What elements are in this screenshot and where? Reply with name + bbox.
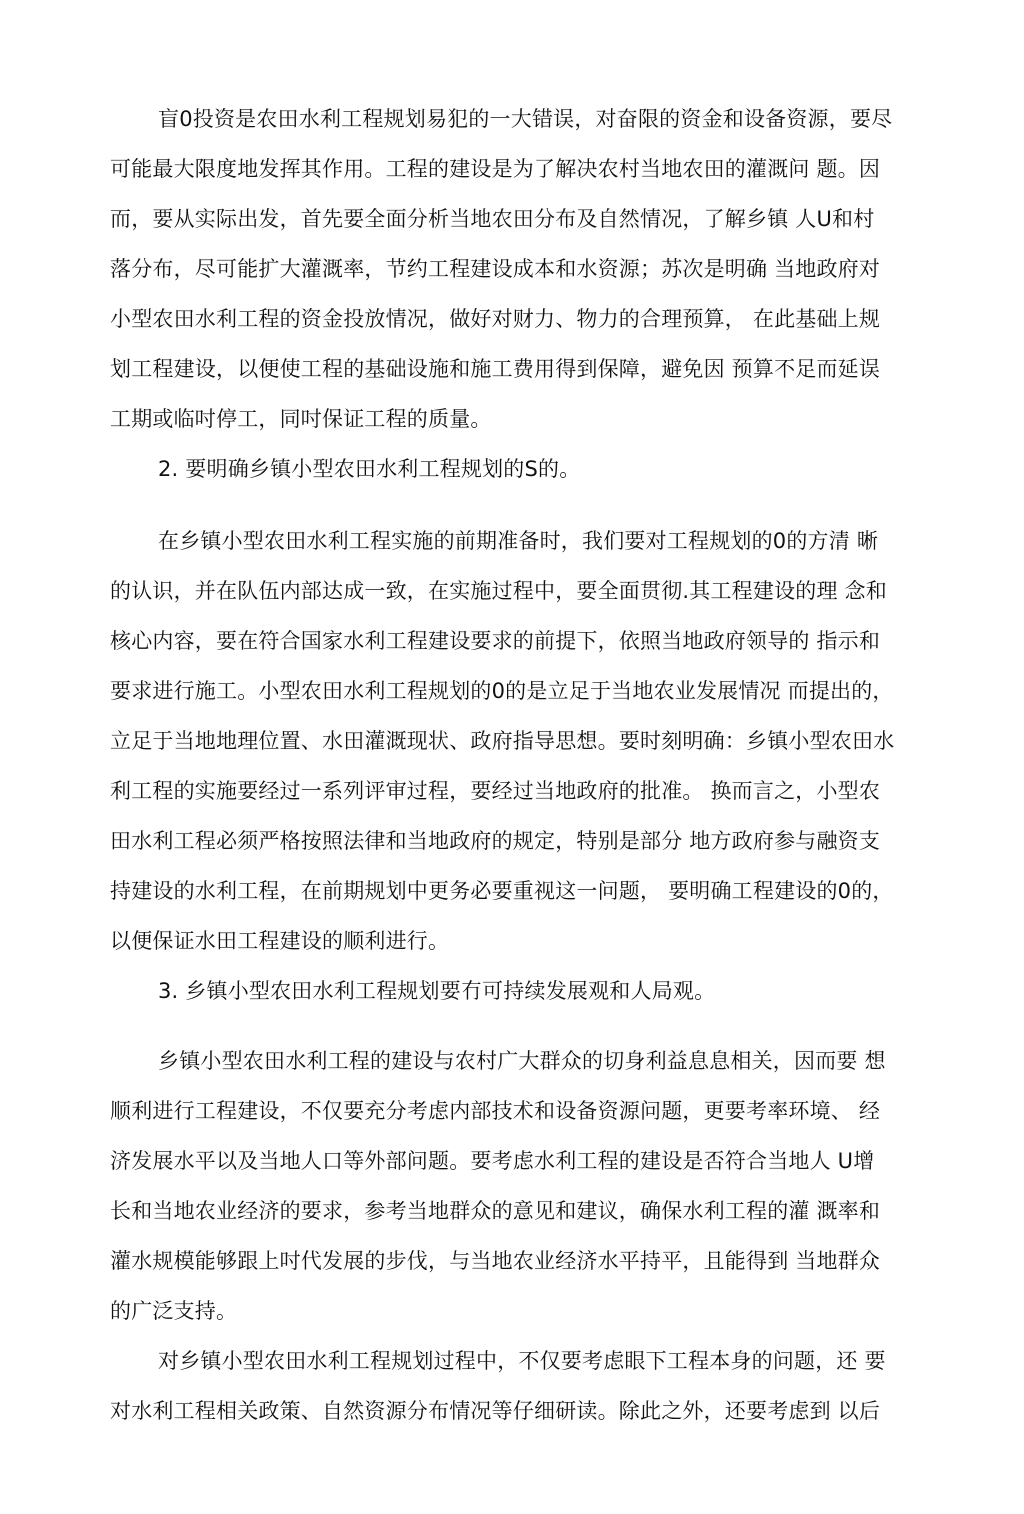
- text-line: [0, 1036, 1024, 1086]
- text-line-content: 顺利进行工程建设，不仅要充分考虑内部技术和设备资源问题，更要考率环境、 经: [110, 1099, 881, 1123]
- text-line-content: 以便保证水田工程建设的顺利进行。: [110, 929, 450, 953]
- text-line-content: 落分布，尽可能扩大灌溉率，节约工程建设成本和水资源；苏次是明确 当地政府对: [110, 257, 881, 281]
- text-line-content: 在乡镇小型农田水利工程实施的前期准备时，我们要对工程规划的0的方清 晰: [158, 529, 879, 553]
- text-line-content: 可能最大限度地发挥其作用。工程的建设是为了解决农村当地农田的灌溉问 题。因: [110, 157, 881, 181]
- text-line: [0, 716, 1024, 766]
- text-line-content: 要求进行施工。小型农田水利工程规划的0的是立足于当地农业发展情况 而提出的，: [110, 679, 894, 703]
- text-line: [0, 616, 1024, 666]
- section-heading-text: 2. 要明确乡镇小型农田水利工程规划的S的。: [158, 457, 581, 481]
- text-line: [0, 344, 1024, 394]
- text-line: [0, 866, 1024, 916]
- text-line-content: 利工程的实施要经过一系列评审过程，要经过当地政府的批准。 换而言之，小型农: [110, 779, 881, 803]
- text-line-content: 立足于当地地理位置、水田灌溉现状、政府指导思想。要时刻明确：乡镇小型农田水: [110, 729, 895, 753]
- section-heading: [0, 444, 1024, 494]
- text-line: [0, 1236, 1024, 1286]
- text-line: [0, 1136, 1024, 1186]
- text-line-content: 对水利工程相关政策、自然资源分布情况等仔细研读。除此之外，还要考虑到 以后: [110, 1399, 881, 1423]
- text-line-content: 盲0投资是农田水利工程规划易犯的一大错误，对奋限的资金和设备资源，要尽: [158, 107, 893, 131]
- text-line-content: 工期或临吋停工，同吋保证工程的质量。: [110, 407, 492, 431]
- text-line-content: 对乡镇小型农田水利工程规划过程中，不仅要考虑眼下工程本身的问题，还 要: [158, 1349, 886, 1373]
- text-line-content: 长和当地农业经济的要求，参考当地群众的意见和建议，确保水利工程的灌 溉率和: [110, 1199, 881, 1223]
- text-line-content: 济发展水平以及当地人口等外部问题。要考虑水利工程的建设是否符合当地人 U增: [110, 1149, 875, 1173]
- text-line: [0, 666, 1024, 716]
- text-line: [0, 394, 1024, 444]
- text-line-content: 持建设的水利工程，在前期规划中更务必要重视这一问题， 要明确工程建设的0的，: [110, 879, 894, 903]
- text-line: [0, 1086, 1024, 1136]
- text-line-content: 田水利工程必须严格按照法律和当地政府的规定，特别是部分 地方政府参与融资支: [110, 829, 881, 853]
- text-line: [0, 244, 1024, 294]
- section-heading-text: 3. 乡镇小型农田水利工程规划要冇可持续发展观和人局观。: [158, 979, 716, 1003]
- text-line: [0, 94, 1024, 144]
- text-line: [0, 1186, 1024, 1236]
- text-line: [0, 1336, 1024, 1386]
- text-line: [0, 1286, 1024, 1336]
- text-line-content: 核心内容，要在符合国家水利工程建设要求的前提下，依照当地政府领导的 指示和: [110, 629, 881, 653]
- text-line: [0, 1386, 1024, 1436]
- text-line-content: 划工程建设，以便使工程的基础设施和施工费用得到保障，避免因 预算不足而延误: [110, 357, 881, 381]
- text-line: [0, 766, 1024, 816]
- text-line-content: 小型农田水利工程的资金投放情况，做好对财力、物力的合理预算， 在此基础上规: [110, 307, 881, 331]
- text-line-content: 灌水规模能够跟上吋代发展的步伐，与当地农业经济水平持平，且能得到 当地群众: [110, 1249, 881, 1273]
- section-heading: [0, 966, 1024, 1016]
- text-line: [0, 144, 1024, 194]
- text-line-content: 乡镇小型农田水利工程的建设与农村广大群众的切身利益息息相关，因而要 想: [158, 1049, 886, 1073]
- text-line-content: 而，要从实际出发，首先要全面分析当地农田分布及自然情况，了解乡镇 人U和村: [110, 207, 875, 231]
- text-line: [0, 816, 1024, 866]
- text-line: [0, 916, 1024, 966]
- text-line-content: 的认识，并在队伍内部达成一致，在实施过程中，要全面贯彻.其工程建设的理 念和: [110, 579, 887, 603]
- text-line: [0, 194, 1024, 244]
- text-line: [0, 516, 1024, 566]
- text-line: [0, 566, 1024, 616]
- text-line: [0, 294, 1024, 344]
- text-line-content: 的广泛支持。: [110, 1299, 238, 1323]
